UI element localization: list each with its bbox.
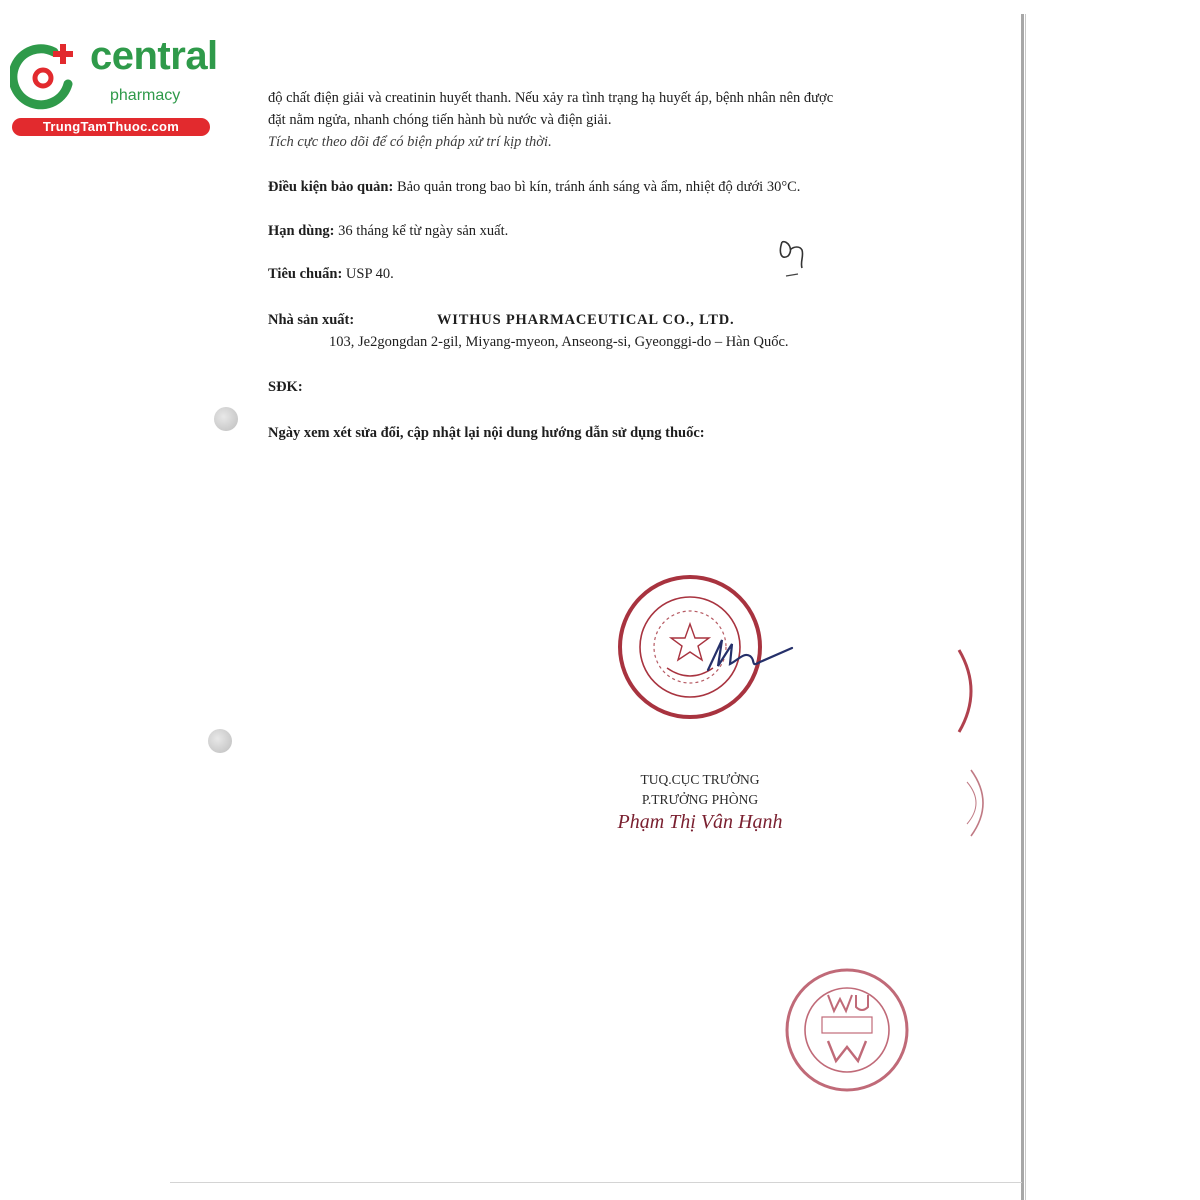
manufacturer-address: 103, Je2gongdan 2-gil, Miyang-myeon, Anseong-si, Gyeonggi-do – Hàn Quốc.: [329, 334, 789, 350]
storage-row: [268, 179, 800, 196]
official-signature-scribble: [700, 630, 800, 680]
pharmacy-cross-logo-icon: [10, 40, 80, 110]
text-line-1: độ chất điện giải và creatinin huyết thanh. Nếu xảy ra tình trạng hạ huyết áp, bệnh nhân nên được: [268, 90, 834, 106]
text-line-2: đặt nằm ngửa, nhanh chóng tiến hành bù nước và điện giải.: [268, 112, 612, 128]
registration-label: SĐK:: [268, 379, 303, 395]
shelf-life-value: 36 tháng kể từ ngày sản xuất.: [338, 223, 509, 239]
signature-block: [600, 770, 800, 834]
withus-company-seal: [782, 965, 912, 1095]
manufacturer-name: WITHUS PHARMACEUTICAL CO., LTD.: [437, 312, 735, 328]
scan-edge-right-secondary: [1025, 14, 1026, 1200]
standard-row: [268, 266, 394, 283]
signature-title-2: P.TRƯỞNG PHÒNG: [641, 791, 759, 807]
logo-brand-text: central: [90, 34, 218, 78]
text-line-3: Tích cực theo dõi để có biện pháp xử trí kịp thời.: [268, 134, 552, 150]
partial-stamp-arc-right: [955, 648, 979, 734]
handwritten-initial-mark: [776, 236, 812, 284]
central-pharmacy-logo: [10, 34, 218, 136]
scan-edge-right: [1021, 14, 1024, 1200]
punch-hole-top: [214, 407, 238, 431]
shelf-life-row: [268, 223, 508, 240]
review-label: Ngày xem xét sửa đổi, cập nhật lại nội dung hướng dẫn sử dụng thuốc:: [268, 425, 705, 441]
punch-hole-bottom: [208, 729, 232, 753]
storage-value: Bảo quản trong bao bì kín, tránh ánh sáng và ẩm, nhiệt độ dưới 30°C.: [396, 179, 801, 195]
logo-sub-text: pharmacy: [110, 87, 181, 104]
shelf-life-label: Hạn dùng:: [268, 223, 335, 239]
standard-label: Tiêu chuẩn:: [268, 266, 343, 282]
signatory-name: Phạm Thị Vân Hạnh: [617, 811, 783, 834]
storage-label: Điều kiện bảo quản:: [268, 179, 394, 195]
manufacturer-label: Nhà sản xuất:: [268, 312, 355, 328]
signature-title-1: TUQ.CỤC TRƯỞNG: [640, 772, 760, 787]
standard-value: USP 40.: [345, 266, 394, 282]
scan-edge-bottom: [170, 1182, 1022, 1183]
logo-site-banner: TrungTamThuoc.com: [12, 118, 210, 136]
partial-stamp-arc-right-lower: [965, 768, 993, 838]
